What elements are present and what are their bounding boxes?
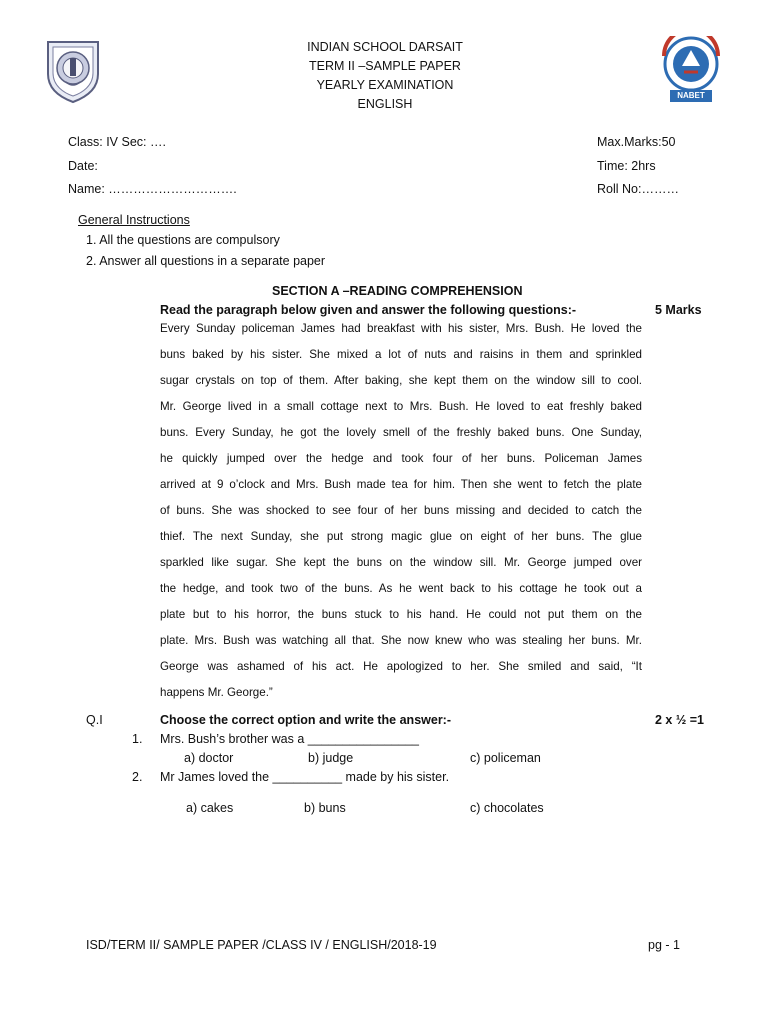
nabet-logo [660, 36, 722, 104]
passage-line: buns baked by his sister. She mixed a lot of nuts and raisins in them and sprinkled [160, 348, 642, 361]
max-marks: Max.Marks:50 [597, 135, 676, 149]
option-c: c) chocolates [470, 801, 544, 815]
passage-line: sparkled like sugar. She kept the buns on the window sill. Mr. George jumped over [160, 556, 642, 569]
instructions-title: General Instructions [78, 213, 190, 227]
section-prompt: Read the paragraph below given and answer the following questions:- [160, 303, 577, 317]
class-field: Class: IV Sec: …. [68, 135, 166, 149]
question-label: Q.I [86, 713, 103, 727]
section-marks: 5 Marks [655, 303, 702, 317]
page-number: pg - 1 [648, 938, 680, 952]
school-name: INDIAN SCHOOL DARSAIT [307, 40, 463, 54]
reading-passage [160, 316, 642, 706]
question-instruction: Choose the correct option and write the answer:- [160, 713, 452, 727]
question-marks: 2 x ½ =1 [655, 713, 704, 727]
passage-line: sugar crystals on top of them. After baking, she kept them on the window sill to cool. [160, 374, 642, 387]
passage-line: plate but to his horror, the buns stuck to his hand. He could not put them on the [160, 608, 642, 621]
footer-code: ISD/TERM II/ SAMPLE PAPER /CLASS IV / ENGLISH/2018-19 [86, 938, 437, 952]
question-text: Mr James loved the __________ made by his sister. [160, 770, 450, 784]
question-text: Mrs. Bush’s brother was a ________________ [160, 732, 419, 746]
option-c: c) policeman [470, 751, 541, 765]
instruction-item: 2. Answer all questions in a separate paper [86, 254, 326, 268]
passage-line: arrived at 9 o’clock and Mrs. Bush made tea for him. Then she went to fetch the plate [160, 478, 642, 491]
time-field: Time: 2hrs [597, 159, 656, 173]
option-a: a) cakes [186, 801, 234, 815]
question-number: 1. [132, 732, 143, 746]
section-title: SECTION A –READING COMPREHENSION [272, 284, 523, 298]
date-field: Date: [68, 159, 98, 173]
option-a: a) doctor [184, 751, 234, 765]
passage-line: George was ashamed of his act. He apologized to her. She smiled and said, “It [160, 660, 642, 673]
subject-title: ENGLISH [357, 97, 413, 111]
passage-line: of buns. She was shocked to see four of her buns missing and decided to catch the [160, 504, 642, 517]
term-title: TERM II –SAMPLE PAPER [309, 59, 461, 73]
passage-line: Mr. George lived in a small cottage next to Mrs. Bush. He loved to eat freshly baked [160, 400, 642, 413]
nabet-logo-word: NABET [677, 91, 705, 100]
passage-line: buns. Every Sunday, he got the lovely smell of the freshly baked buns. One Sunday, [160, 426, 642, 439]
roll-no-field: Roll No:……… [597, 182, 679, 196]
school-crest-logo [44, 38, 102, 104]
name-field: Name: …………………………. [68, 182, 237, 196]
passage-line: thief. The next Sunday, she put strong magic glue on eight of her buns. The glue [160, 530, 642, 543]
exam-header [220, 38, 550, 114]
instruction-item: 1. All the questions are compulsory [86, 233, 280, 247]
question-number: 2. [132, 770, 143, 784]
passage-line: Every Sunday policeman James had breakfast with his sister, Mrs. Bush. He loved the [160, 322, 642, 335]
exam-title: YEARLY EXAMINATION [316, 78, 454, 92]
passage-line: the hedge, and took two of the buns. As he went back to his cottage he took out a [160, 582, 642, 595]
option-b: b) buns [304, 801, 346, 815]
passage-line: happens Mr. George.” [160, 686, 273, 699]
passage-line: he quickly jumped over the hedge and took four of her buns. Policeman James [160, 452, 642, 465]
option-b: b) judge [308, 751, 354, 765]
passage-line: plate. Mrs. Bush was watching all that. She now knew who was stealing her buns. Mr. [160, 634, 642, 647]
